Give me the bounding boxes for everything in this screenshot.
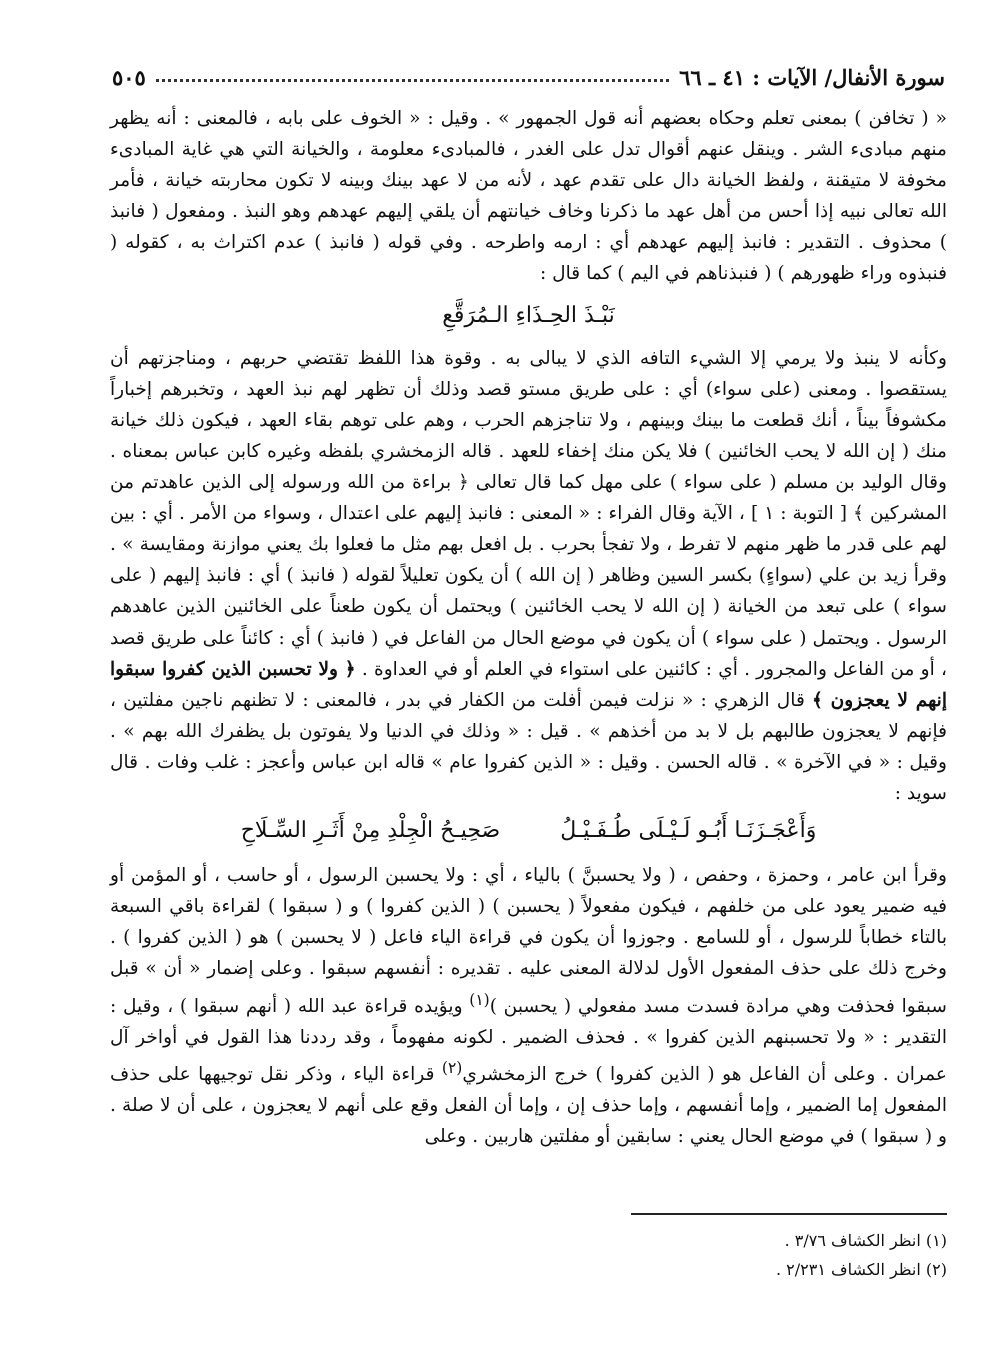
- footnotes: [400, 1226, 947, 1284]
- body-text: [110, 103, 947, 1152]
- footnote-2: (٢) انظر الكشاف ٢/٢٣١ .: [775, 1260, 947, 1279]
- footnote-1: (١) انظر الكشاف ٣/٧٦ .: [784, 1231, 947, 1250]
- page-number: ٥٠٥: [112, 64, 146, 90]
- paragraph-6-text: قراءة الياء ، وذكر نقل توجيهها على حذف المفعول إما الضمير ، وإما أنفسهم ، وإما حذف إن ، وإما أن الفعل وقع على أنهم لا يعجزون ، على أن لا صلة . و ( سبقوا ) في موضع الحال يعني : سابقين أو مفلتين هاربين . وعلى: [110, 1064, 947, 1148]
- paragraph-5-text: ويؤيده قراءة عبد الله ( أنهم سبقوا ) ، وقيل : التقدير : « ولا تحسبنهم الذين كفروا » . فحذف الضمير . لكونه مفهوماً ، وقد رددنا هذا القول في أواخر آل عمران . وعلى أن الفاعل هو ( الذين كفروا ) خرج الزمخشري: [110, 995, 947, 1086]
- page-header: [112, 62, 945, 92]
- poetry-couplet: [110, 815, 947, 846]
- header-dots-divider: [156, 79, 669, 82]
- paragraph-4-text: وقرأ ابن عامر ، وحمزة ، وحفص ، ( ولا يحسبنَّ ) بالياء ، أي : ولا يحسبن الرسول ، أو حاسب ، أو المؤمن أو فيه ضمير يعود على من خلفهم ، فيكون مفعولاً ( يحسبن ) ( الذين كفروا ) و ( سبقوا ) لقراءة باقي السبعة بالتاء خطاباً للرسول ، أو للسامع . وجوزوا أن يكون في قراءة الياء فاعل ( لا يحسبن ) هو ( الذين كفروا ) . وخرج ذلك على حذف المفعول الأول لدلالة المعنى عليه . تقديره : أنفسهم سبقوا . وعلى إضمار « أن » قبل سبقوا فحذفت وهي مرادة فسدت مسد مفعولي ( يحسبن ): [110, 865, 947, 1017]
- header-title: سورة الأنفال/ الآيات : ٤١ ـ ٦٦: [679, 64, 945, 90]
- paragraph-2: [110, 343, 947, 809]
- footnote-divider: [631, 1213, 947, 1215]
- poetry-verse: نَبْـذَ الحِـذَاءِ الـمُرَقَّعِ: [442, 302, 615, 328]
- paragraph-1: « ( تخافن ) بمعنى تعلم وحكاه بعضهم أنه قول الجمهور » . وقيل : « الخوف على بابه ، فالمعنى : أنه يظهر منهم مبادىء الشر . وينقل عنهم أقوال تدل على الغدر ، فالمبادىء معلومة ، والخيانة التي هي غاية المبادىء مخوفة لا متيقنة ، ولفظ الخيانة دال على تقدم عهد ، لأنه من لا عهد بينك وبينه لا تكون محاربته خيانة ، فأمر الله تعالى نبيه إذا أحس من أهل عهد ما ذكرنا وخاف خيانتهم أن يلقي إليهم عهدهم وهو النبذ . ومفعول ( فانبذ ) محذوف . التقدير : فانبذ إليهم عهدهم أي : ارمه واطرحه . وفي قوله ( فانبذ ) عدم اكتراث به ، كقوله ( فنبذوه وراء ظهورهم ) ( فنبذناهم في اليم ) كما قال :: [110, 108, 947, 285]
- couplet-right-hemistich: وَأَعْجَـزَنَـا أَبُـو لَـيْـلَى طُـفَـيْـلُ: [560, 818, 817, 844]
- paragraph-2-text: وكأنه لا ينبذ ولا يرمي إلا الشيء التافه الذي لا يبالى به . وقوة هذا اللفظ تقتضي حربهم ، ومناجزتهم أن يستقصوا . ومعنى (على سواء) أي : على طريق مستو قصد وذلك أن تظهر لهم نبذ العهد ، وتخبرهم إخباراً مكشوفاً بيناً ، أنك قطعت ما بينك وبينهم ، ولا تناجزهم الحرب ، وهم على توهم بقاء العهد ، فيكون ذلك خيانة منك ( إن الله لا يحب الخائنين ) فلا يكن منك إخفاء للعهد . قاله الزمخشري بلفظه وغيره كابن عباس بمعناه . وقال الوليد بن مسلم ( على سواء ) على مهل كما قال تعالى ﴿ براءة من الله ورسوله إلى الذين عاهدتم من المشركين ﴾ [ التوبة : ١ ] ، الآية وقال الفراء : « المعنى : فانبذ إليهم على اعتدال ، وسواء من الأمر . أي : بين لهم على قدر ما ظهر منهم لا تفرط ، ولا تفجأ بحرب . بل افعل بهم مثل ما فعلوا بك يعني موازنة ومقايسة » . وقرأ زيد بن علي (سواءٍ) بكسر السين وظاهر ( إن الله ) أن يكون تعليلاً لقوله ( فانبذ ) أي : فانبذ إليهم ( على سواء ) على تبعد من الخيانة ( إن الله لا يحب الخائنين ) ويحتمل أن يكون طعناً على الخائنين الذين عاهدهم الرسول . ويحتمل ( على سواء ) أن يكون في موضع الحال من الفاعل في ( فانبذ ) أي : كائناً على طريق قصد ، أو من الفاعل والمجرور . أي : كائنين على استواء في العلم أو في العداوة .: [110, 347, 948, 680]
- quran-quote: ﴿ ولا تحسبن الذين كفروا سبقوا إنهم لا يعجزون ﴾: [110, 658, 947, 711]
- paragraph-4: [110, 860, 947, 1152]
- footnote-mark-2: (٢): [441, 1058, 463, 1077]
- couplet-left-hemistich: صَحِيـحُ الْجِلْدِ مِنْ أَثَـرِ السِّـلَاحِ: [240, 818, 501, 844]
- footnote-mark-1: (١): [469, 990, 490, 1009]
- paragraph-3-text: قال الزهري : « نزلت فيمن أفلت من الكفار في بدر ، فالمعنى : لا تظنهم ناجين مفلتين ، فإنهم لا يعجزون طالبهم بل لا بد من أخذهم » . قيل : « وذلك في الدنيا ولا يفوتون بل يظفرك الله بهم » . وقيل : « في الآخرة » . قاله الحسن . وقيل : « الذين كفروا عام » قاله ابن عباس وأعجز : غلب وفات . قال سويد :: [110, 689, 947, 804]
